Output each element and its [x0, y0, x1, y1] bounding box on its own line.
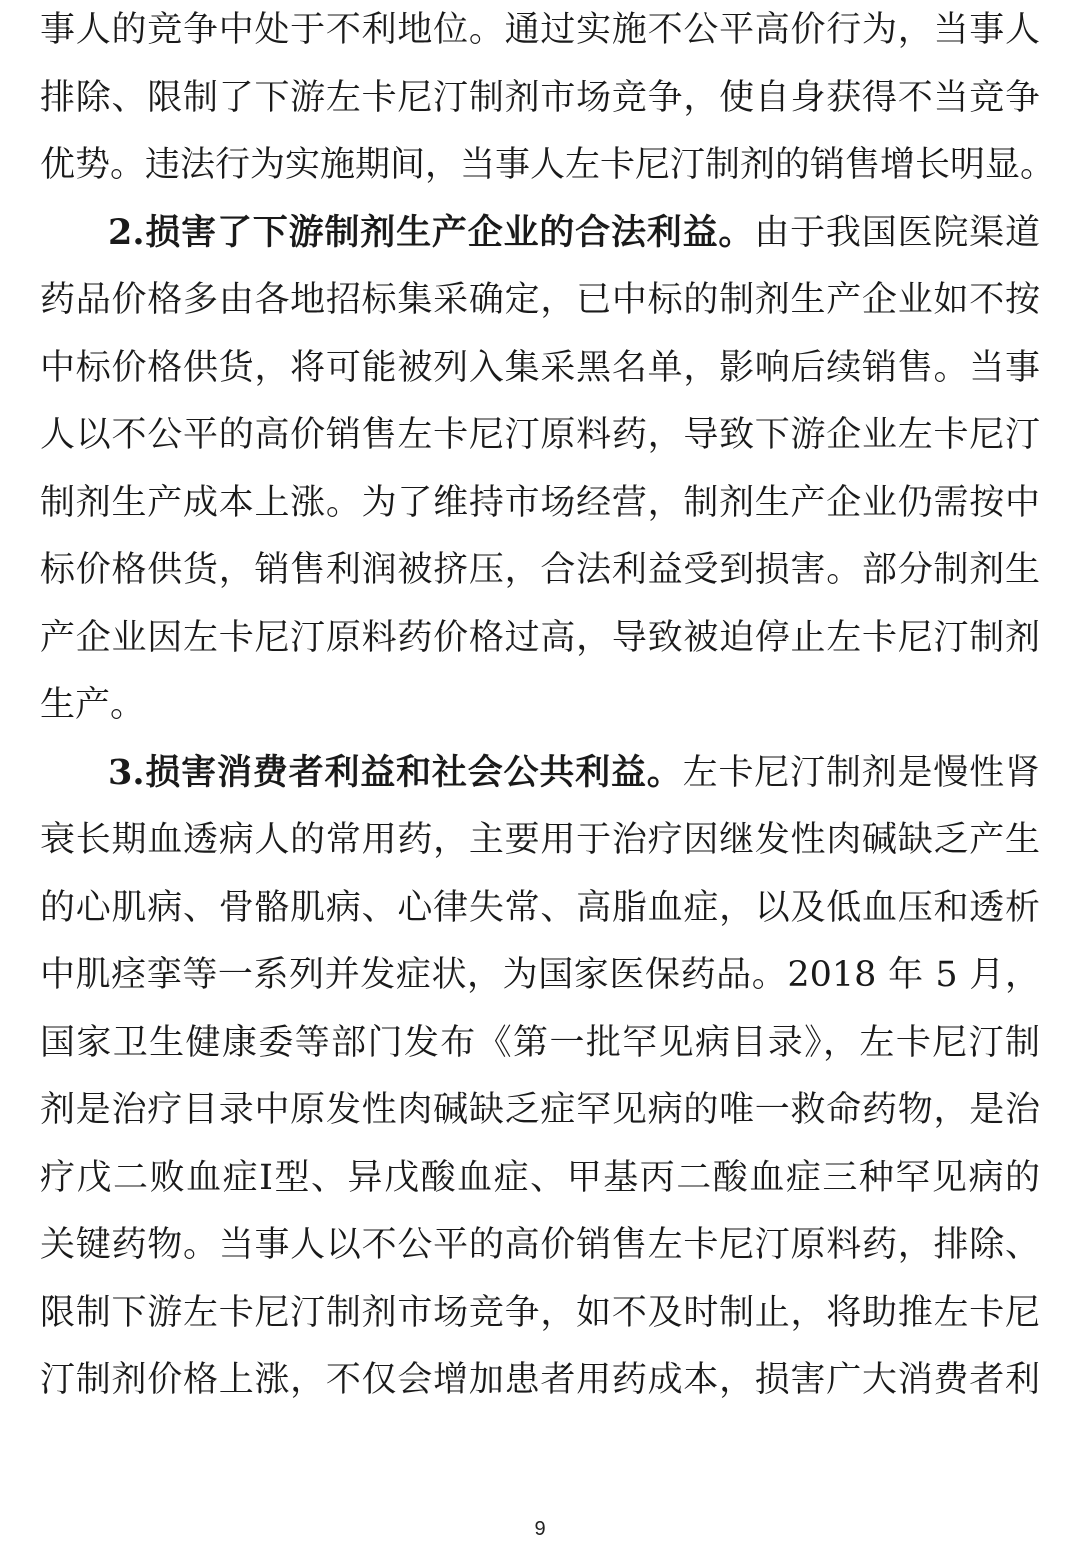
text-line-9: 标价格供货，销售利润被挤压，合法利益受到损害。部分制剂生 — [40, 550, 1040, 590]
text-line-5: 药品价格多由各地招标集采确定，已中标的制剂生产企业如不按 — [40, 280, 1040, 320]
text-line-15: 中肌痉挛等一系列并发症状，为国家医保药品。2018 年 5 月， — [40, 955, 1040, 995]
text-line-16: 国家卫生健康委等部门发布《第一批罕见病目录》，左卡尼汀制 — [40, 1023, 1040, 1063]
section-2-lead-text: 由于我国医院渠道 — [754, 213, 1040, 253]
text-line-20: 限制下游左卡尼汀制剂市场竞争，如不及时制止，将助推左卡尼 — [40, 1293, 1040, 1333]
text-line-10: 产企业因左卡尼汀原料药价格过高，导致被迫停止左卡尼汀制剂 — [40, 618, 1040, 658]
section-3-heading: 3.损害消费者利益和社会公共利益。 — [108, 752, 683, 793]
page-number: 9 — [534, 1518, 546, 1540]
text-line-13: 衰长期血透病人的常用药，主要用于治疗因继发性肉碱缺乏产生 — [40, 820, 1040, 860]
text-line-3: 优势。违法行为实施期间，当事人左卡尼汀制剂的销售增长明显。 — [40, 145, 1056, 185]
text-line-21: 汀制剂价格上涨，不仅会增加患者用药成本，损害广大消费者利 — [40, 1360, 1040, 1400]
text-line-2: 排除、限制了下游左卡尼汀制剂市场竞争，使自身获得不当竞争 — [40, 78, 1040, 118]
section-2-heading: 2.损害了下游制剂生产企业的合法利益。 — [108, 212, 755, 253]
section-2-first-line — [108, 199, 1040, 267]
text-line-7: 人以不公平的高价销售左卡尼汀原料药，导致下游企业左卡尼汀 — [40, 415, 1040, 455]
text-line-18: 疗戊二败血症I型、异戊酸血症、甲基丙二酸血症三种罕见病的 — [40, 1158, 1040, 1198]
section-3-first-line — [108, 739, 1040, 807]
section-3-lead-text: 左卡尼汀制剂是慢性肾 — [682, 753, 1040, 793]
text-line-6: 中标价格供货，将可能被列入集采黑名单，影响后续销售。当事 — [40, 348, 1040, 388]
text-line-11: 生产。 — [40, 685, 146, 725]
text-line-17: 剂是治疗目录中原发性肉碱缺乏症罕见病的唯一救命药物，是治 — [40, 1090, 1040, 1130]
text-line-1: 事人的竞争中处于不利地位。通过实施不公平高价行为，当事人 — [40, 10, 1040, 50]
text-line-19: 关键药物。当事人以不公平的高价销售左卡尼汀原料药，排除、 — [40, 1225, 1040, 1265]
text-line-14: 的心肌病、骨骼肌病、心律失常、高脂血症，以及低血压和透析 — [40, 888, 1040, 928]
text-line-8: 制剂生产成本上涨。为了维持市场经营，制剂生产企业仍需按中 — [40, 483, 1040, 523]
